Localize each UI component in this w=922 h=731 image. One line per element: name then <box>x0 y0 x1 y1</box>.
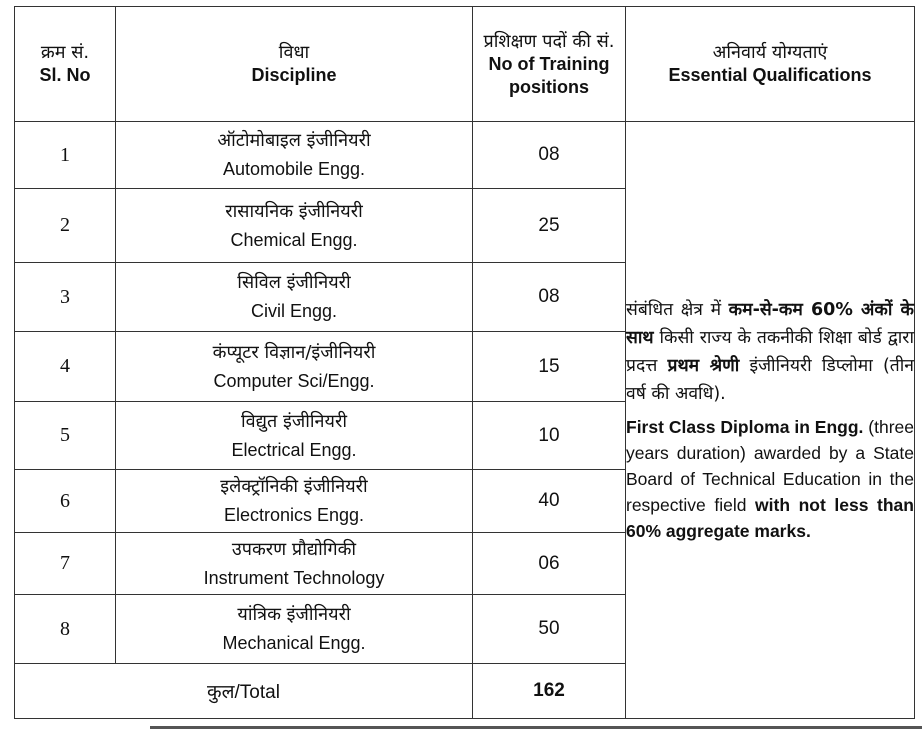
discipline-header-hi: विधा <box>278 42 310 63</box>
qualification-hi-bold: कम-से-कम 60% अंकों के साथ <box>626 300 914 348</box>
discipline-hi: विद्युत इंजीनियरी <box>241 410 347 432</box>
sl-no-cell: 7 <box>15 533 116 595</box>
qualification-hi-text: किसी राज्य के तकनीकी शिक्षा बोर्ड द्वारा प्रदत्त <box>626 328 914 376</box>
qualifications-header <box>626 7 915 122</box>
positions-header-en: No of Training positions <box>488 53 610 97</box>
discipline-cell <box>116 595 473 664</box>
discipline-hi: इलेक्ट्रॉनिकी इंजीनियरी <box>220 476 368 497</box>
discipline-hi: सिविल इंजीनियरी <box>237 272 351 293</box>
discipline-en: Chemical Engg. <box>230 229 358 250</box>
discipline-header <box>116 7 473 122</box>
discipline-cell <box>116 263 473 332</box>
table-header-row <box>15 7 915 122</box>
discipline-hi: ऑटोमोबाइल इंजीनियरी <box>217 130 371 151</box>
training-positions-table <box>14 6 915 719</box>
positions-cell: 25 <box>473 189 626 263</box>
sl-no-header-hi: क्रम सं. <box>40 42 90 63</box>
discipline-en: Mechanical Engg. <box>222 633 366 653</box>
discipline-hi: यांत्रिक इंजीनियरी <box>237 604 351 625</box>
qualification-en-bold: First Class Diploma in Engg. <box>626 417 864 437</box>
sl-no-cell: 6 <box>15 470 116 533</box>
table-row <box>15 122 915 189</box>
qualification-en <box>626 414 914 544</box>
sl-no-cell: 2 <box>15 189 116 263</box>
positions-cell: 08 <box>473 122 626 189</box>
positions-cell: 50 <box>473 595 626 664</box>
bottom-divider <box>150 726 922 729</box>
sl-no-cell: 8 <box>15 595 116 664</box>
sl-no-cell: 5 <box>15 402 116 470</box>
positions-cell: 40 <box>473 470 626 533</box>
qualifications-header-hi: अनिवार्य योग्यताएं <box>712 42 828 63</box>
qualification-hi <box>626 296 914 408</box>
sl-no-cell: 1 <box>15 122 116 189</box>
qualifications-header-en: Essential Qualifications <box>668 65 872 85</box>
discipline-en: Electrical Engg. <box>231 439 357 460</box>
discipline-header-en: Discipline <box>251 65 337 85</box>
discipline-cell <box>116 533 473 595</box>
qualification-hi-text: संबंधित क्षेत्र में <box>626 300 729 320</box>
qualification-cell <box>626 122 915 719</box>
discipline-en: Electronics Engg. <box>223 505 365 525</box>
positions-header <box>473 7 626 122</box>
discipline-en: Computer Sci/Engg. <box>213 370 375 391</box>
positions-cell: 10 <box>473 402 626 470</box>
discipline-cell <box>116 470 473 533</box>
sl-no-header-en: Sl. No <box>39 65 91 85</box>
discipline-hi: रासायनिक इंजीनियरी <box>225 200 363 222</box>
discipline-hi: उपकरण प्रौद्योगिकी <box>231 538 357 560</box>
discipline-cell <box>116 402 473 470</box>
positions-cell: 06 <box>473 533 626 595</box>
discipline-en: Instrument Technology <box>203 567 385 588</box>
positions-cell: 15 <box>473 332 626 402</box>
total-value: 162 <box>473 664 626 719</box>
positions-header-hi: प्रशिक्षण पदों की सं. <box>483 30 615 52</box>
discipline-cell <box>116 122 473 189</box>
discipline-en: Automobile Engg. <box>222 159 366 179</box>
discipline-hi: कंप्यूटर विज्ञान/इंजीनियरी <box>212 341 376 363</box>
sl-no-cell: 4 <box>15 332 116 402</box>
qualification-hi-bold: प्रथम श्रेणी <box>667 356 740 376</box>
discipline-cell <box>116 332 473 402</box>
discipline-cell <box>116 189 473 263</box>
positions-cell: 08 <box>473 263 626 332</box>
sl-no-header <box>15 7 116 122</box>
sl-no-cell: 3 <box>15 263 116 332</box>
qualification-hi-text: इंजीनियरी डिप्लोमा (तीन वर्ष की अवधि). <box>626 356 914 404</box>
discipline-en: Civil Engg. <box>250 301 338 321</box>
total-label: कुल/Total <box>15 664 473 719</box>
qualification-en-bold: with not less than 60% aggregate marks. <box>626 495 914 541</box>
qualification-en-text: (three years duration) awarded by a State Board of Technical Education in the respective field <box>626 417 914 515</box>
